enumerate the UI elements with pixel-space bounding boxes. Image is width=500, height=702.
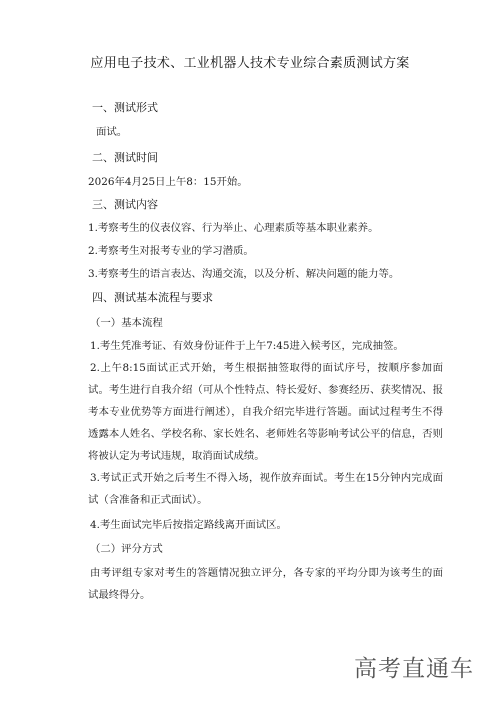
- section-3-heading: 三、测试内容: [92, 198, 158, 211]
- section-3-item-3: 3.考察考生的语言表达、沟通交流，以及分析、解决问题的能力等。: [88, 268, 400, 280]
- section-1-heading: 一、测试形式: [92, 101, 158, 114]
- section-2-body: 2026年4月25日上午8：15开始。: [88, 176, 248, 188]
- section-4-subheading-1: （一）基本流程: [90, 317, 163, 329]
- watermark-logo: 高考直通车: [354, 656, 474, 682]
- section-1-body: 面试。: [96, 126, 128, 138]
- section-3-item-1: 1.考察考生的仪表仪容、行为举止、心理素质等基本职业素养。: [88, 222, 379, 234]
- section-3-item-2: 2.考察考生对报考专业的学习潜质。: [88, 245, 254, 257]
- section-4-paragraph-1: 1.考生凭准考证、有效身份证件于上午7:45进入候考区，完成抽签。: [90, 340, 404, 352]
- section-4-heading: 四、测试基本流程与要求: [92, 291, 213, 304]
- section-4-paragraph-3: 3.考试正式开始之后考生不得入场，视作放弃面试。考生在15分钟内完成面试（含准备和正式面试）。: [88, 472, 443, 506]
- document-title: 应用电子技术、工业机器人技术专业综合素质测试方案: [90, 56, 410, 71]
- section-4-paragraph-5: 由考评组专家对考生的答题情况独立评分，各专家的平均分即为该考生的面试最终得分。: [88, 567, 443, 601]
- section-4-paragraph-2: 2.上午8:15面试正式开始，考生根据抽签取得的面试序号，按顺序参加面试。考生进行自我介绍（可从个性特点、特长爱好、参赛经历、获奖情况、报考本专业优势等方面进行阐述），自我介绍完毕进行答题。面试过程考生不得透露本人姓名、学校名称、家长姓名、老师姓名等影响考试公平的信息，否则将被认定为考试违规，取消面试成绩。: [88, 362, 443, 462]
- section-2-heading: 二、测试时间: [92, 151, 158, 164]
- section-4-subheading-2: （二）评分方式: [90, 543, 163, 555]
- section-4-paragraph-4: 4.考生面试完毕后按指定路线离开面试区。: [90, 519, 287, 531]
